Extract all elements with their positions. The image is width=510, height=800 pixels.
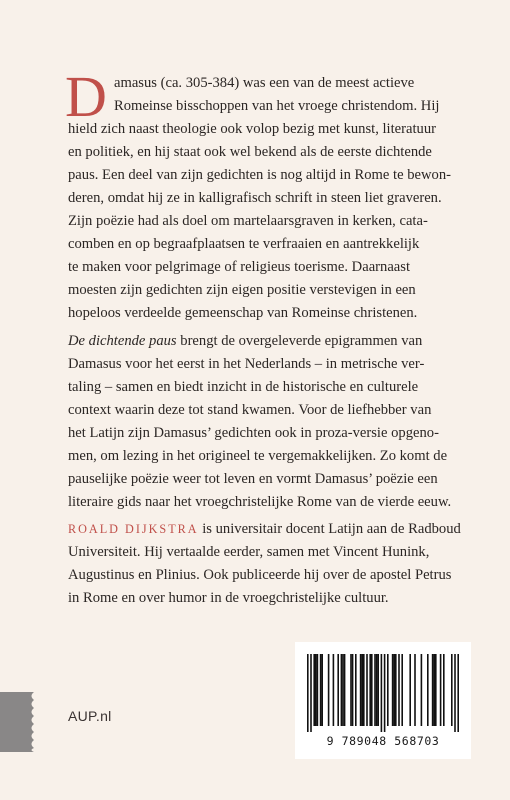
author-bio-paragraph [68,518,461,610]
text-line: Universiteit. Hij vertaalde eerder, samen met Vincent Hunink, [68,544,430,560]
text-line: Augustinus en Plinius. Ook publiceerde hij over de apostel Petrus [68,567,452,583]
publisher-url: AUP.nl [68,708,112,724]
book-summary-paragraph [68,330,456,514]
author-name: ROALD DIJKSTRA [68,522,199,536]
barcode-bar [421,654,423,726]
barcode-bar [366,654,368,726]
barcode-bar [381,654,383,732]
text-line: literaire gids naar het vroegchristelijke Rome van de vierde eeuw. [68,494,452,510]
barcode-bars [301,654,465,732]
text-line: Romeinse bisschoppen van het vroege christendom. Hij [114,98,440,114]
drop-cap: D [65,64,107,129]
barcode-bar [352,654,354,726]
publisher-stamp-mark [0,692,34,752]
text-line: men, om lezing in het origineel te vergemakkelijken. Zo komt de [68,448,448,464]
isbn-number: 9 789048 568703 [326,734,440,748]
barcode-bar [393,654,395,726]
text-line: en politiek, en hij staat ook wel bekend als de eerste dichtende [68,144,432,160]
barcode-bar [374,654,376,726]
text-line [68,330,456,353]
barcode-bar [432,654,434,726]
barcode-bar [435,654,437,726]
barcode-bar [361,654,363,726]
text-line: context waarin deze tot stand kwamen. Voor de liefhebber van [68,402,432,418]
barcode-bar [433,654,435,726]
barcode-bar [387,654,389,726]
text-line: moesten zijn gedichten zijn eigen positie verstevigen in een [68,282,416,298]
barcode-bar [320,654,322,726]
barcode-bar [350,654,352,726]
text-line [68,518,461,541]
text-line: te maken voor pelgrimage of religieus toerisme. Daarnaast [68,259,411,275]
text-line: taling – samen en biedt inzicht in de historische en culturele [68,379,419,395]
barcode-bar [440,654,442,726]
barcode-bar [360,654,362,726]
text-line: amasus (ca. 305-384) was een van de meest actieve [114,75,415,91]
barcode-bar [328,654,330,726]
barcode-bar [392,654,394,726]
barcode-bar [344,654,346,726]
barcode-bar [363,654,365,726]
barcode-bar [313,654,315,726]
barcode-bar [315,654,317,726]
barcode-bar [377,654,379,726]
text-line: Damasus voor het eerst in het Nederlands – in metrische ver- [68,356,425,372]
barcode-bar [451,654,453,726]
barcode-bar [454,654,456,732]
text-fragment: is universitair docent Latijn aan de Radboud [198,521,461,537]
barcode-bar [341,654,343,726]
text-line: pauselijke poëzie weer tot leven en vormt Damasus’ poëzie een [68,471,438,487]
barcode-bar [409,654,411,726]
barcode-bar [342,654,344,726]
text-fragment: brengt de overgeleverde epigrammen van [176,333,423,349]
barcode-bar [443,654,445,726]
barcode-bar [401,654,403,726]
barcode-bar [321,654,323,726]
description-paragraph [65,64,456,325]
barcode-bar [376,654,378,726]
text-line: comben en op begraafplaatsen te verfraaien en aantrekkelijk [68,236,420,252]
barcode-bar [427,654,429,726]
barcode-bar [317,654,319,726]
text-line: in Rome en over humor in de vroegchristelijke cultuur. [68,590,389,606]
book-title: De dichtende paus [68,333,177,349]
barcode-bar [355,654,357,726]
text-line: hield zich naast theologie ook volop bezig met kunst, literatuur [68,121,436,137]
text-line: Zijn poëzie had als doel om martelaarsgraven in kerken, cata- [68,213,428,229]
text-line: paus. Een deel van zijn gedichten is nog altijd in Rome te bewon- [68,167,451,183]
barcode-bar [307,654,309,732]
barcode-bar [384,654,386,732]
text-line: deren, omdat hij ze in kalligrafisch schrift in steen liet graveren. [68,190,442,206]
text-line: hopeloos verdeelde gemeenschap van Romeinse christenen. [68,305,418,321]
barcode-bar [414,654,416,726]
text-line: het Latijn zijn Damasus’ gedichten ook in proza-versie opgeno- [68,425,439,441]
barcode-bar [371,654,373,726]
barcode-bar [395,654,397,726]
barcode-bar [457,654,459,732]
barcode [295,642,471,759]
barcode-bar [333,654,335,726]
barcode-bar [310,654,312,732]
barcode-bar [398,654,400,726]
barcode-bar [337,654,339,726]
barcode-bar [369,654,371,726]
